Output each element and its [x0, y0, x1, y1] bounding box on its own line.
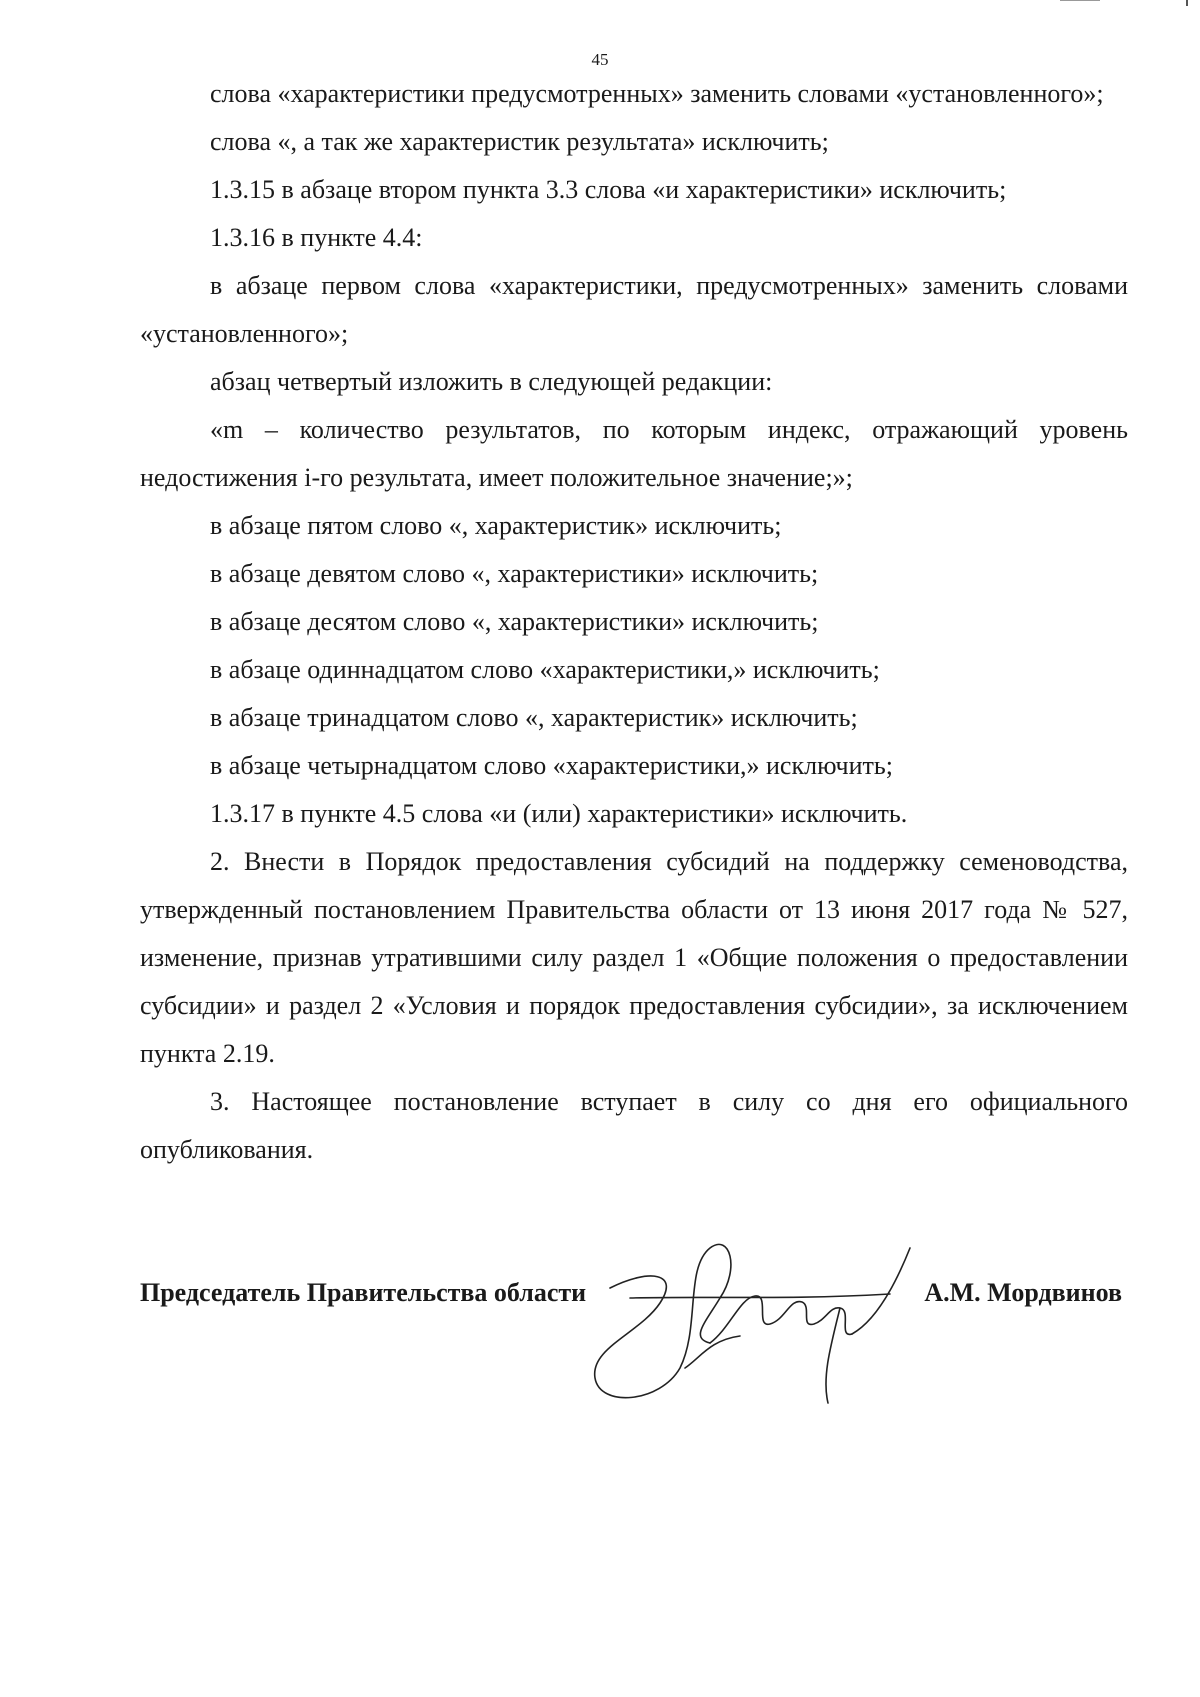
signatory-name: А.М. Мордвинов — [924, 1278, 1122, 1307]
paragraph: в абзаце тринадцатом слово «, характеристик» исключить; — [210, 703, 858, 732]
paragraph: в абзаце четырнадцатом слово «характеристики,» исключить; — [210, 751, 893, 780]
paragraph: слова «характеристики предусмотренных» заменить словами «установленного»; — [210, 79, 1104, 108]
paragraph: слова «, а так же характеристик результата» исключить; — [210, 127, 829, 156]
handwritten-signature — [590, 1228, 930, 1428]
paragraph: 2. Внести в Порядок предоставления субсидий на поддержку семеноводства, утвержденный постановлением Правительства области от 13 июня 2017 года № 527, изменение, признав утратившими силу раздел 1 «Общие положения о предоставлении субсидии» и раздел 2 «Условия и порядок предоставления субсидии», за исключением пункта 2.19. — [140, 847, 1128, 1068]
paragraph: 3. Настоящее постановление вступает в силу со дня его официального опубликования. — [140, 1087, 1128, 1164]
paragraph: 1.3.17 в пункте 4.5 слова «и (или) характеристики» исключить. — [210, 799, 908, 828]
paragraph: абзац четвертый изложить в следующей редакции: — [210, 367, 773, 396]
signatory-role: Председатель Правительства области — [140, 1278, 587, 1307]
paragraph: в абзаце одиннадцатом слово «характеристики,» исключить; — [210, 655, 880, 684]
paragraph: 1.3.16 в пункте 4.4: — [210, 223, 423, 252]
scan-artifact — [1060, 0, 1100, 1]
paragraph: в абзаце девятом слово «, характеристики» исключить; — [210, 559, 819, 588]
scan-artifact — [1186, 0, 1188, 6]
paragraph: «m – количество результатов, по которым индекс, отражающий уровень недостижения i-го результата, имеет положительное значение;»; — [140, 415, 1128, 492]
page-number: 45 — [591, 50, 609, 69]
paragraph: 1.3.15 в абзаце втором пункта 3.3 слова «и характеристики» исключить; — [210, 175, 1007, 204]
paragraph: в абзаце пятом слово «, характеристик» исключить; — [210, 511, 782, 540]
paragraph: в абзаце десятом слово «, характеристики» исключить; — [210, 607, 819, 636]
paragraph: в абзаце первом слова «характеристики, предусмотренных» заменить словами «установленного»; — [140, 271, 1128, 348]
document-body — [140, 70, 1128, 1174]
